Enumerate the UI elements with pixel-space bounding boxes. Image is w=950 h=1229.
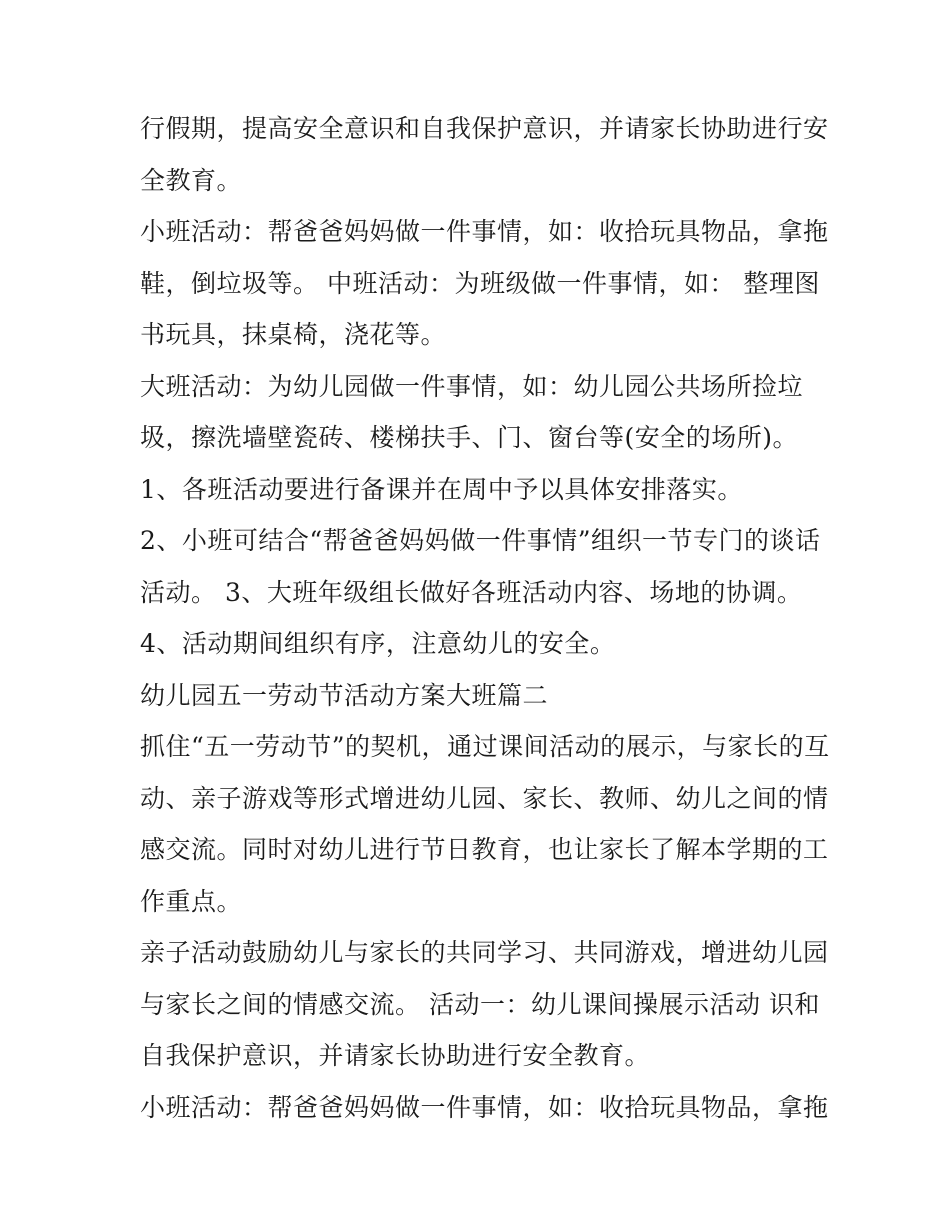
text-line: 鞋，倒垃圾等。 中班活动：为班级做一件事情，如： 整理图 xyxy=(140,268,820,298)
text-line: 2、小班可结合“帮爸爸妈妈做一件事情”组织一节专门的谈话 xyxy=(140,526,821,555)
document-body xyxy=(140,103,840,1133)
text-line: 小班活动：帮爸爸妈妈做一件事情，如：收拾玩具物品，拿拖 xyxy=(140,1092,829,1122)
text-line: 书玩具，抹桌椅，浇花等。 xyxy=(140,320,447,349)
text-line: 与家长之间的情感交流。 活动一：幼儿课间操展示活动 识和 xyxy=(140,989,820,1019)
text-line: 感交流。同时对幼儿进行节日教育，也让家长了解本学期的工 xyxy=(140,835,829,864)
text-line: 小班活动：帮爸爸妈妈做一件事情，如：收拾玩具物品，拿拖 xyxy=(140,217,829,246)
text-line: 行假期，提高安全意识和自我保护意识，并请家长协助进行安 xyxy=(140,114,829,143)
text-line: 亲子活动鼓励幼儿与家长的共同学习、共同游戏，增进幼儿园 xyxy=(140,938,829,967)
text-line: 圾，擦洗墙壁瓷砖、楼梯扶手、门、窗台等(安全的场所)。 xyxy=(140,423,799,452)
text-line: 1、各班活动要进行备课并在周中予以具体安排落实。 xyxy=(140,474,743,504)
text-line: 抓住“五一劳动节”的契机，通过课间活动的展示，与家长的互 xyxy=(140,732,830,761)
text-line: 4、活动期间组织有序，注意幼儿的安全。 xyxy=(140,629,616,658)
text-line: 全教育。 xyxy=(140,165,243,195)
text-line: 活动。 3、大班年级组长做好各班活动内容、场地的协调。 xyxy=(140,577,803,607)
text-line: 自我保护意识，并请家长协助进行安全教育。 xyxy=(140,1041,651,1070)
text-line: 大班活动：为幼儿园做一件事情，如：幼儿园公共场所捡垃 xyxy=(140,371,804,401)
text-line: 动、亲子游戏等形式增进幼儿园、家长、教师、幼儿之间的情 xyxy=(140,783,829,813)
text-line: 作重点。 xyxy=(140,886,243,916)
section-heading: 幼儿园五一劳动节活动方案大班篇二 xyxy=(140,680,549,710)
